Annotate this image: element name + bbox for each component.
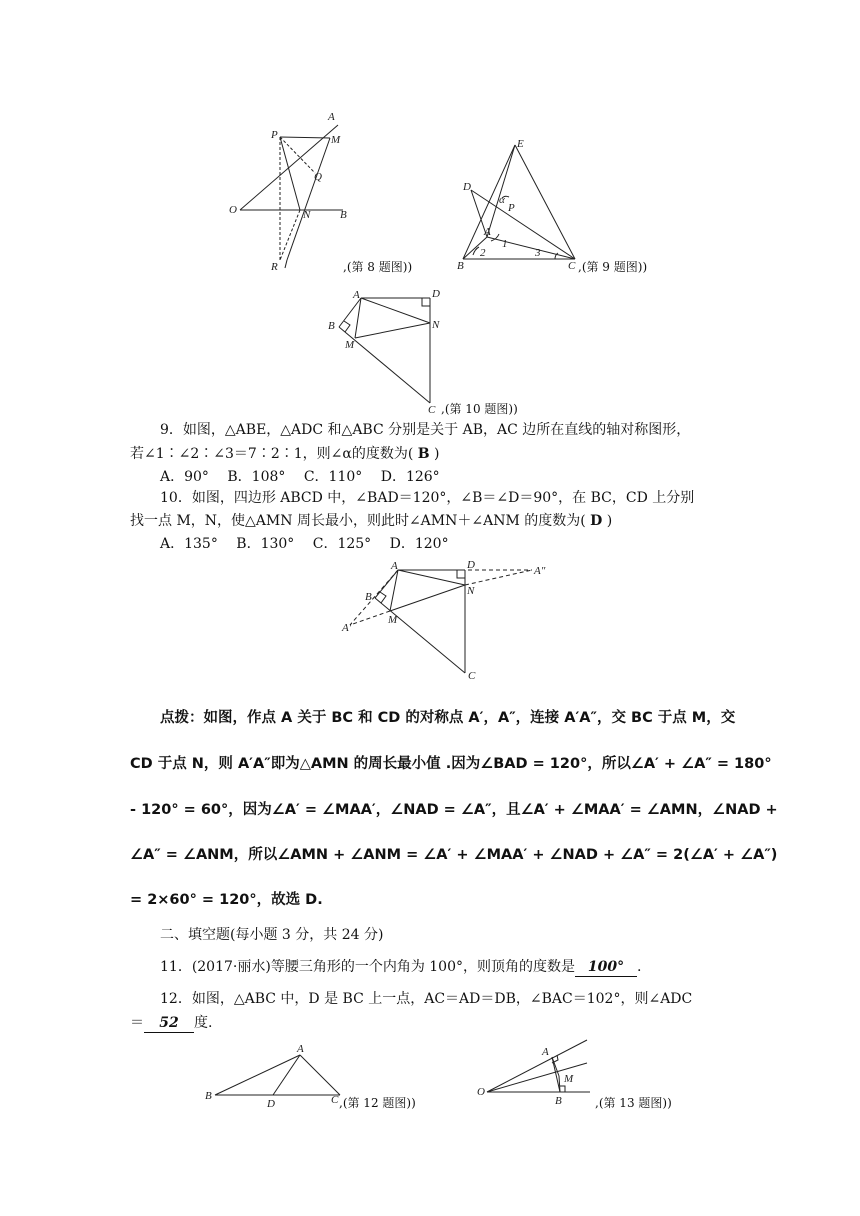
question-11-answer: 100° <box>575 958 637 977</box>
question-9-line-2 <box>130 445 440 463</box>
label-C: C <box>568 260 576 272</box>
label-A: A <box>484 226 491 238</box>
label-P: P <box>271 129 278 141</box>
question-9-line-1: 9．如图，△ABE，△ADC 和△ABC 分别是关于 AB，AC 边所在直线的轴对称图形， <box>160 422 691 438</box>
question-10-answer: D <box>590 513 603 529</box>
label-N: N <box>303 209 311 221</box>
figure-9-caption: ,(第 9 题图)) <box>578 260 648 274</box>
label-D: D <box>432 288 440 300</box>
label-C: C <box>428 404 436 416</box>
label-alpha: α <box>499 194 505 206</box>
hint-line-5: = 2×60° = 120°，故选 D. <box>130 892 323 908</box>
label-Q: Q <box>314 171 322 183</box>
label-E: E <box>517 138 524 150</box>
question-9-answer: B <box>417 446 430 462</box>
label-A-prime: A′ <box>342 622 352 634</box>
question-11-stem: 11．(2017·丽水)等腰三角形的一个内角为 100°，则顶角的度数是 <box>160 959 575 975</box>
figure-10 <box>325 285 450 415</box>
question-10-line-2 <box>130 512 612 530</box>
label-1: 1 <box>502 238 508 250</box>
hint-line-3: - 120° = 60°，因为∠A′ = ∠MAA′，∠NAD = ∠A″，且∠A′ + ∠MAA′ = ∠AMN，∠NAD + <box>130 802 778 818</box>
figure-9 <box>455 135 590 275</box>
figure-12-caption: ,(第 12 题图)) <box>339 1096 416 1110</box>
question-12-unit: 度. <box>194 1015 213 1031</box>
label-M: M <box>388 614 398 626</box>
hint-line-1: 点拨：如图，作点 A 关于 BC 和 CD 的对称点 A′，A″，连接 A′A″，交 BC 于点 M，交 <box>160 710 736 726</box>
question-10-stem: 找一点 M，N，使△AMN 周长最小，则此时∠AMN＋∠ANM 的度数为( <box>130 513 586 529</box>
hint-line-4: ∠A″ = ∠ANM，所以∠AMN + ∠ANM = ∠A′ + ∠MAA′ + ∠NAD + ∠A″ = 2(∠A′ + ∠A″) <box>130 847 778 863</box>
label-P: P <box>508 202 515 214</box>
label-A: A <box>297 1043 304 1055</box>
question-10-line-1: 10．如图，四边形 ABCD 中，∠BAD＝120°，∠B＝∠D＝90°，在 BC，CD 上分别 <box>160 490 695 506</box>
hint-line-2: CD 于点 N，则 A′A″即为△AMN 的周长最小值 .因为∠BAD = 120°，所以∠A′ + ∠A″ = 180° <box>130 756 772 772</box>
label-A: A <box>391 560 398 572</box>
label-N: N <box>467 585 475 597</box>
label-M: M <box>331 134 341 146</box>
label-D: D <box>463 181 471 193</box>
figure-13-caption: ,(第 13 题图)) <box>595 1096 672 1110</box>
question-9-stem: 若∠1∶∠2∶∠3＝7∶2∶1，则∠α的度数为( <box>130 446 414 462</box>
label-B: B <box>365 591 372 603</box>
label-D: D <box>467 559 475 571</box>
label-B: B <box>555 1095 562 1107</box>
question-12-answer: 52 <box>144 1014 194 1033</box>
figure-13 <box>475 1035 605 1105</box>
question-10-close: ) <box>606 513 613 529</box>
question-11-end: . <box>637 959 642 975</box>
figure-10-caption: ,(第 10 题图)) <box>441 402 518 416</box>
label-B: B <box>340 209 347 221</box>
question-9-close: ) <box>434 446 440 462</box>
label-O: O <box>229 204 237 216</box>
label-O: O <box>477 1086 485 1098</box>
figure-12 <box>200 1043 350 1110</box>
label-R: R <box>271 261 278 273</box>
label-B: B <box>457 260 464 272</box>
label-D: D <box>267 1098 275 1110</box>
label-2: 2 <box>480 247 486 259</box>
question-11 <box>160 958 641 977</box>
label-M: M <box>564 1073 574 1085</box>
label-N: N <box>432 319 440 331</box>
label-A: A <box>542 1046 549 1058</box>
label-A: A <box>353 289 360 301</box>
figure-8-caption: ,(第 8 题图)) <box>343 260 413 274</box>
question-12-equals: ＝ <box>130 1015 144 1031</box>
label-B: B <box>328 320 335 332</box>
figure-10-solution <box>340 555 570 685</box>
label-M: M <box>345 339 355 351</box>
figure-8 <box>225 110 355 275</box>
label-A-double-prime: A″ <box>534 565 546 577</box>
question-10-options: A．135° B．130° C．125° D．120° <box>160 536 449 552</box>
label-B: B <box>205 1090 212 1102</box>
question-12-line-2 <box>130 1014 212 1033</box>
question-12-line-1: 12．如图，△ABC 中，D 是 BC 上一点，AC＝AD＝DB，∠BAC＝102°，则∠ADC <box>160 991 693 1007</box>
label-C: C <box>468 670 476 682</box>
label-3: 3 <box>535 247 541 259</box>
label-C: C <box>331 1094 339 1106</box>
section-heading: 二、填空题(每小题 3 分，共 24 分) <box>160 927 384 943</box>
question-9-options: A．90° B．108° C．110° D．126° <box>160 469 440 485</box>
label-A: A <box>328 111 335 123</box>
